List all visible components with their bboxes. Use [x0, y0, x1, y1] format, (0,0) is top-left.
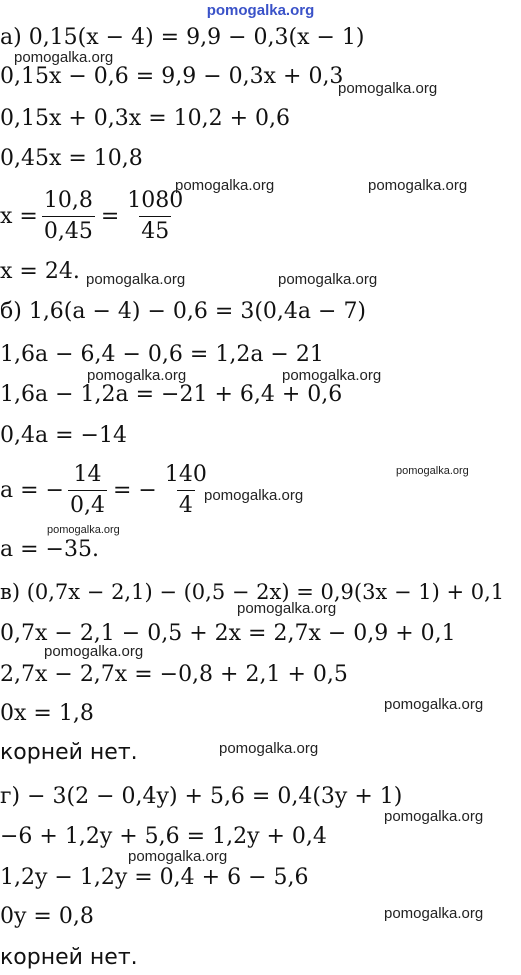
- b-step-1: 1,6a − 6,4 − 0,6 = 1,2a − 21: [0, 342, 324, 367]
- b-answer: a = −35.: [0, 537, 99, 562]
- v-step-3: 0x = 1,8: [0, 701, 94, 726]
- b-step-3: 0,4a = −14: [0, 423, 127, 448]
- watermark: pomogalka.org: [396, 465, 469, 477]
- watermark: pomogalka.org: [175, 177, 275, 194]
- watermark: pomogalka.org: [86, 271, 186, 288]
- b-fraction-1-numerator: 14: [73, 462, 102, 487]
- g-equation: г) − 3(2 − 0,4y) + 5,6 = 0,4(3y + 1): [0, 784, 403, 809]
- watermark: pomogalka.org: [237, 600, 337, 617]
- a-answer: x = 24.: [0, 259, 80, 284]
- watermark: pomogalka.org: [204, 487, 304, 504]
- b-fraction-equals: = −: [112, 478, 157, 503]
- watermark: pomogalka.org: [278, 271, 378, 288]
- v-equation: в) (0,7x − 2,1) − (0,5 − 2x) = 0,9(3x − 1) + 0,1: [0, 580, 505, 604]
- b-fraction-2-numerator: 140: [164, 462, 207, 487]
- b-step-2: 1,6a − 1,2a = −21 + 6,4 + 0,6: [0, 382, 343, 407]
- a-fraction-equals: =: [100, 204, 120, 229]
- watermark: pomogalka.org: [44, 643, 144, 660]
- v-answer: корней нет.: [0, 740, 138, 765]
- g-answer: корней нет.: [0, 945, 138, 970]
- watermark: pomogalka.org: [219, 740, 319, 757]
- a-equation: а) 0,15(x − 4) = 9,9 − 0,3(x − 1): [0, 25, 365, 50]
- watermark: pomogalka.org: [87, 367, 187, 384]
- watermark: pomogalka.org: [384, 905, 484, 922]
- b-fraction-step: [0, 462, 213, 519]
- watermark-header: pomogalka.org: [206, 2, 315, 19]
- a-step-2: 0,15x + 0,3x = 10,2 + 0,6: [0, 106, 291, 131]
- watermark: pomogalka.org: [282, 367, 382, 384]
- a-fraction-1-numerator: 10,8: [43, 188, 93, 213]
- watermark: pomogalka.org: [384, 808, 484, 825]
- watermark: pomogalka.org: [128, 848, 228, 865]
- b-equation: б) 1,6(a − 4) − 0,6 = 3(0,4a − 7): [0, 299, 367, 324]
- b-fraction-2-denominator: 4: [177, 490, 195, 519]
- v-step-2: 2,7x − 2,7x = −0,8 + 2,1 + 0,5: [0, 662, 348, 687]
- g-step-3: 0y = 0,8: [0, 904, 94, 929]
- a-fraction-2-denominator: 45: [139, 216, 171, 245]
- g-step-1: −6 + 1,2y + 5,6 = 1,2y + 0,4: [0, 824, 327, 849]
- a-fraction-lhs: x =: [0, 204, 38, 229]
- a-step-3: 0,45x = 10,8: [0, 146, 143, 171]
- a-fraction-2: [125, 188, 185, 245]
- a-fraction-1: [42, 188, 95, 245]
- a-fraction-2-numerator: 1080: [127, 188, 184, 213]
- watermark: pomogalka.org: [384, 696, 484, 713]
- watermark: pomogalka.org: [47, 524, 120, 536]
- b-fraction-1: [68, 462, 107, 519]
- g-step-2: 1,2y − 1,2y = 0,4 + 6 − 5,6: [0, 865, 309, 890]
- watermark: pomogalka.org: [338, 80, 438, 97]
- watermark: pomogalka.org: [368, 177, 468, 194]
- b-fraction-lhs: a = −: [0, 478, 64, 503]
- a-fraction-1-denominator: 0,45: [42, 216, 95, 245]
- b-fraction-1-denominator: 0,4: [68, 490, 107, 519]
- v-step-1: 0,7x − 2,1 − 0,5 + 2x = 2,7x − 0,9 + 0,1: [0, 621, 456, 646]
- b-fraction-2: [163, 462, 209, 519]
- a-fraction-step: [0, 188, 189, 245]
- a-step-1: 0,15x − 0,6 = 9,9 − 0,3x + 0,3: [0, 64, 344, 89]
- watermark: pomogalka.org: [14, 49, 114, 66]
